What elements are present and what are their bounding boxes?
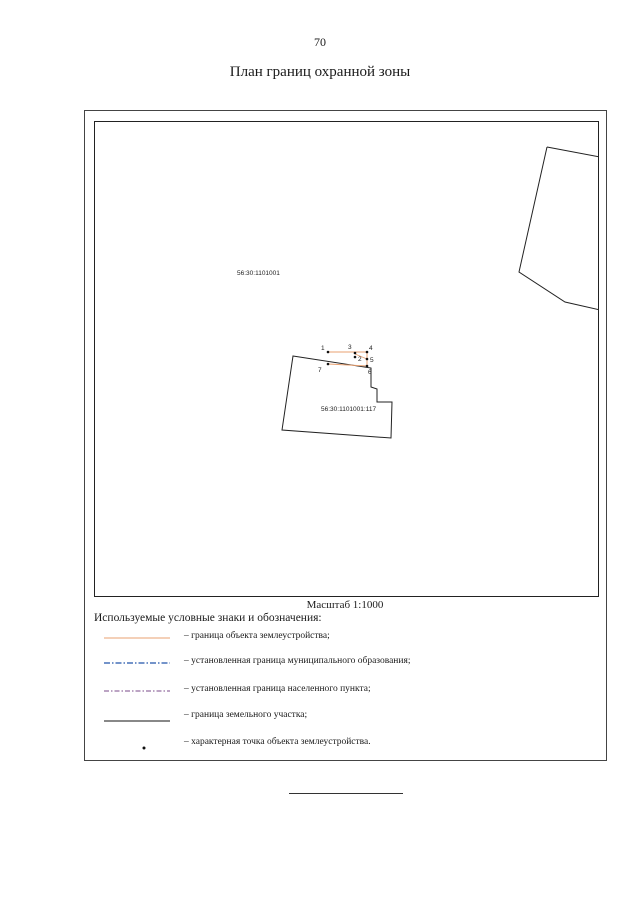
settlement-boundary-symbol	[102, 682, 172, 700]
point-5	[366, 358, 369, 361]
characteristic-point-symbol	[102, 735, 172, 753]
legend-item-settlement-boundary	[94, 682, 604, 700]
map-frame	[94, 121, 599, 597]
point-7	[327, 363, 330, 366]
legend-item-municipal-boundary	[94, 654, 604, 672]
point-label-5: 5	[370, 357, 374, 364]
quarter-label: 56:30:1101001	[237, 270, 280, 277]
scale-label: Масштаб 1:1000	[306, 599, 384, 611]
municipal-boundary-symbol	[102, 654, 172, 672]
legend-item-parcel-boundary	[94, 708, 604, 726]
point-label-3: 3	[348, 344, 352, 351]
point-6	[366, 365, 369, 368]
neighbor-parcel-boundary	[519, 147, 599, 310]
legend-item-object-boundary	[94, 629, 604, 647]
point-label-4: 4	[369, 345, 373, 352]
point-label-2: 2	[358, 356, 362, 363]
point-3b	[354, 356, 357, 359]
legend-text: – установленная граница населенного пункта;	[184, 684, 371, 694]
parcel-boundary-symbol	[102, 708, 172, 726]
point-3	[354, 352, 357, 355]
page-title: План границ охранной зоны	[229, 64, 411, 80]
point-label-7: 7	[318, 367, 322, 374]
land-parcel-boundary	[282, 356, 392, 438]
legend-text: – характерная точка объекта землеустройства.	[184, 737, 371, 747]
map-canvas	[95, 122, 599, 597]
point-label-6: 6	[368, 369, 372, 376]
legend-text: – установленная граница муниципального образования;	[184, 656, 411, 666]
legend-item-characteristic-point	[94, 735, 604, 753]
point-label-1: 1	[321, 345, 325, 352]
point-4	[366, 351, 369, 354]
legend-text: – граница объекта землеустройства;	[184, 631, 330, 641]
footer-rule	[289, 793, 403, 794]
legend-title: Используемые условные знаки и обозначения:	[94, 612, 322, 624]
legend-text: – граница земельного участка;	[184, 710, 308, 720]
point-1	[327, 351, 330, 354]
page-number: 70	[314, 35, 326, 49]
parcel-label: 56:30:1101001:117	[321, 406, 377, 413]
object-boundary-symbol	[102, 629, 172, 647]
